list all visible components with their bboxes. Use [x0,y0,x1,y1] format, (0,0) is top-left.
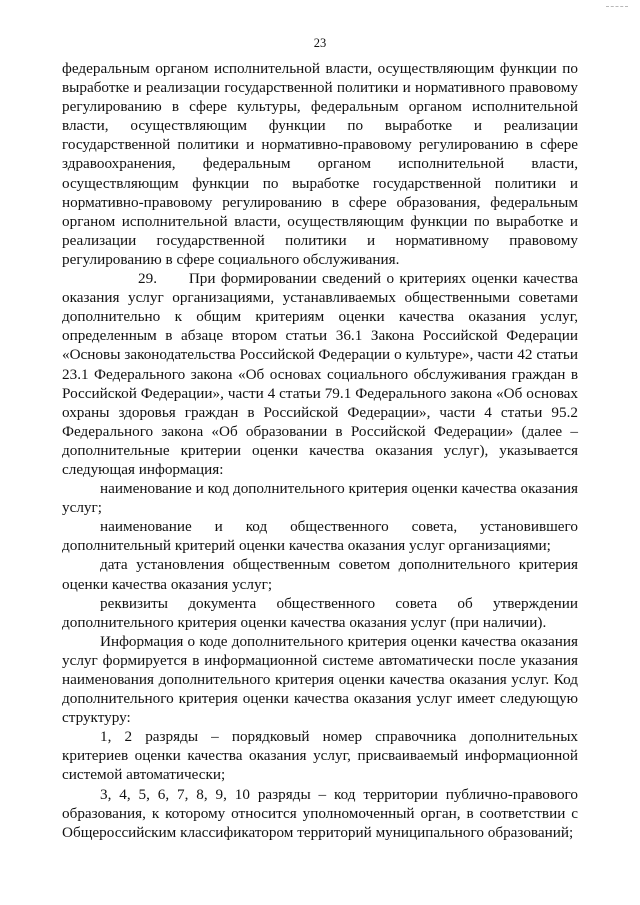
paragraph-code-info: Информация о коде дополнительного критерия оценки качества оказания услуг формируется в информационной системе автоматически после указания наименования дополнительного критерия оценки качества оказания услуг. Код дополнительного критерия оценки качества оказания услуг имеет следующую структуру: [62,632,578,727]
paragraph-digits-3-10: 3, 4, 5, 6, 7, 8, 9, 10 разряды – код территории публично-правового образования, к которому относится уполномоченный орган, в соответствии с Общероссийским классификатором территорий муниципального образований; [62,785,578,841]
paragraph-29 [62,269,578,479]
list-item-document-requisites: реквизиты документа общественного совета об утверждении дополнительного критерия оценки качества оказания услуг (при наличии). [62,594,578,631]
list-item-establishment-date: дата установления общественным советом дополнительного критерия оценки качества оказания услуг; [62,556,578,593]
paragraph-digits-1-2: 1, 2 разряды – порядковый номер справочника дополнительных критериев оценки качества оказания услуг, присваиваемый информационной системой автоматически; [62,728,578,784]
list-item-council-name: наименование и код общественного совета, установившего дополнительный критерий оценки качества оказания услуг организациями; [62,518,578,555]
paragraph-continuation: федеральным органом исполнительной власти, осуществляющим функции по выработке и реализации государственной политики и нормативного правовому регулированию в сфере культуры, федеральным органом исполнительной власти, осуществляющим функции по выработке и реализации государственной политики и нормативно-правовому регулированию в сфере здравоохранения, федеральным органом исполнительной власти, осуществляющим функции по выработке государственной политики и нормативно-правовому регулированию в сфере образования, федеральным органом исполнительной власти, осуществляющим функции по выработке и реализации государственной политики и нормативному правовому регулированию в сфере социального обслуживания. [62,60,578,268]
scan-corner-mark [606,6,628,8]
paragraph-number: 29. [138,270,157,288]
list-item-criterion-name: наименование и код дополнительного критерия оценки качества оказания услуг; [62,480,578,517]
paragraph-29-text: При формировании сведений о критериях оценки качества оказания услуг организациями, устанавливаемых общественными советами дополнительно к общим критериям оценки качества оказания услуг, определенным в абзаце втором статьи 36.1 Закона Российской Федерации «Основы законодательства Российской Федерации о культуре», части 42 статьи 23.1 Федерального закона «Об основах социального обслуживания граждан в Российской Федерации», части 4 статьи 79.1 Федерального закона «Об основах охраны здоровья граждан в Российской Федерации», части 4 статьи 95.2 Федерального закона «Об образовании в Российской Федерации» (далее – дополнительные критерии оценки качества оказания услуг), указывается следующая информация: [62,270,578,478]
page-number: 23 [313,36,327,50]
document-body [62,59,578,842]
